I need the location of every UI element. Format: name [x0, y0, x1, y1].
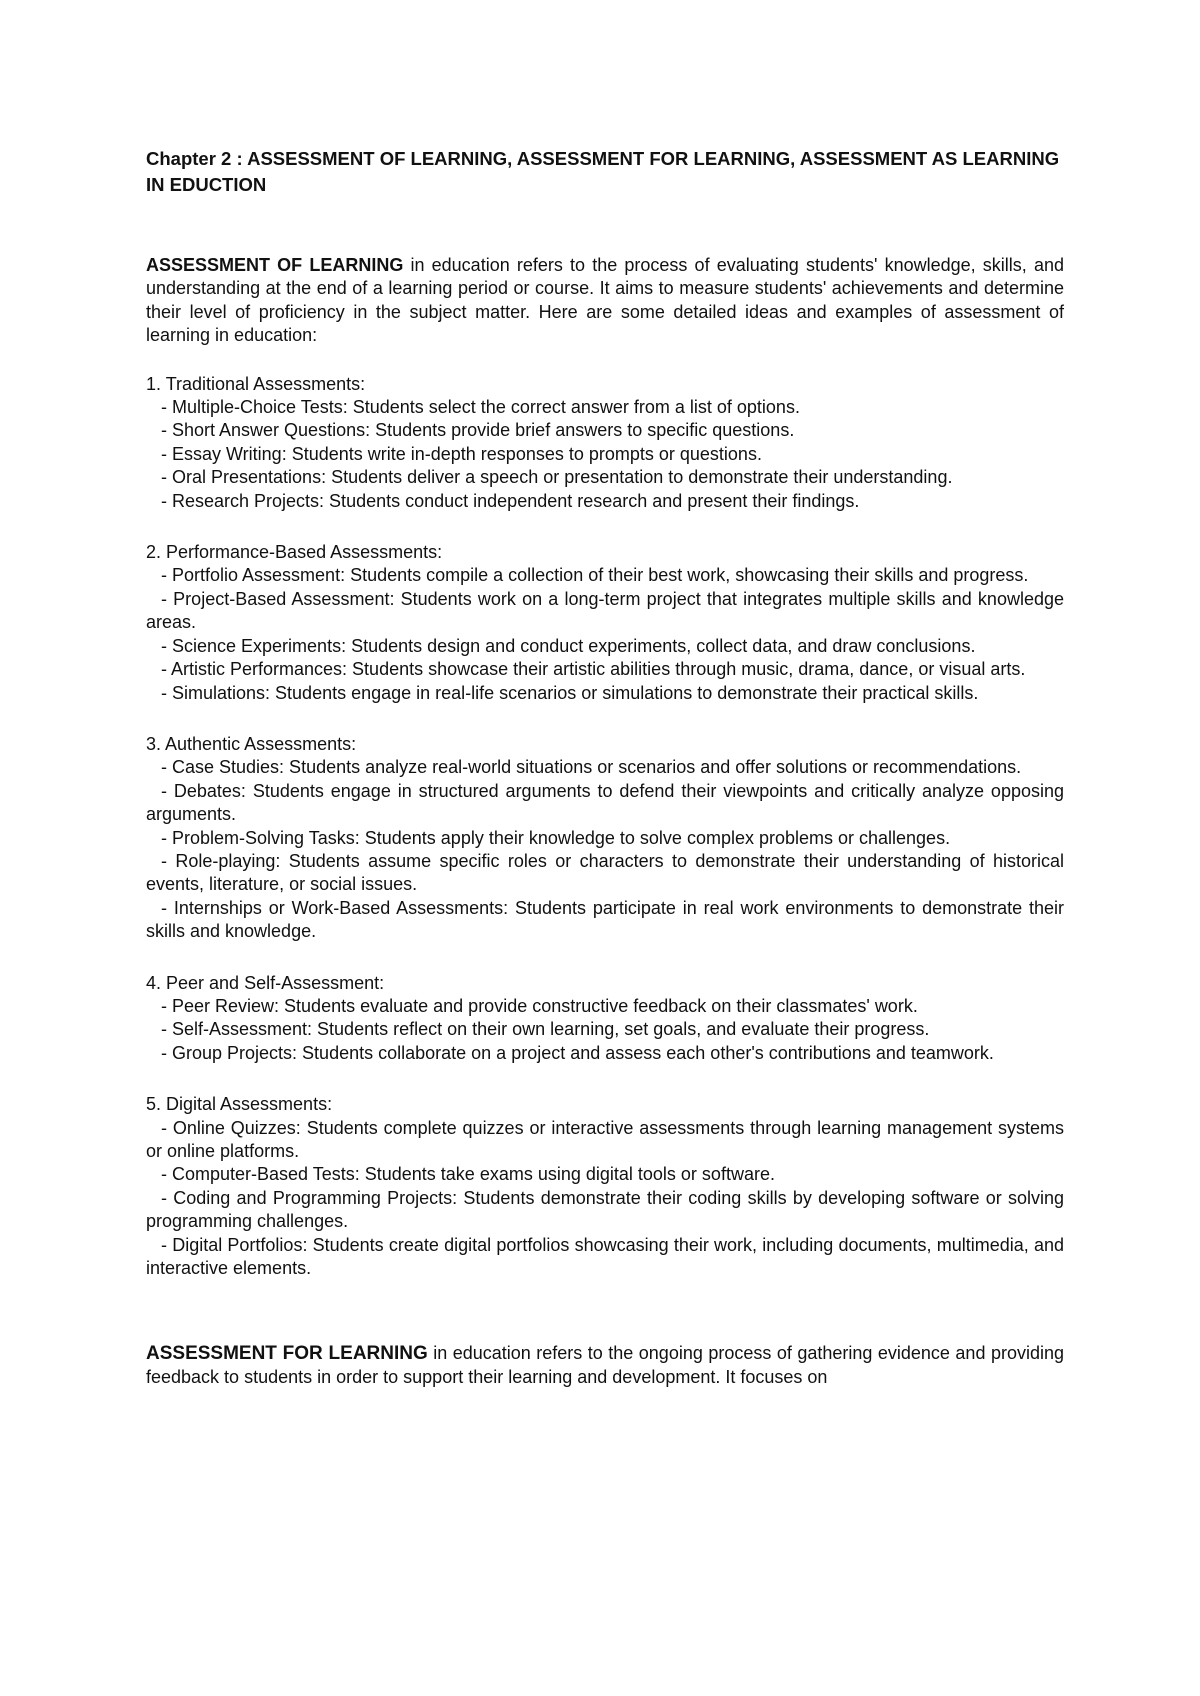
section-heading: 3. Authentic Assessments: — [146, 733, 357, 754]
section-heading: 2. Performance-Based Assessments: — [146, 542, 443, 563]
item-list — [146, 995, 1064, 1065]
list-item: - Oral Presentations: Students deliver a speech or presentation to demonstrate their understanding. — [161, 467, 953, 488]
section-heading: 5. Digital Assessments: — [146, 1094, 333, 1115]
list-item: - Internships or Work-Based Assessments: Students participate in real work environments to demonstrate their skills and knowledge. — [146, 897, 1064, 942]
list-item: - Debates: Students engage in structured arguments to defend their viewpoints and critically analyze opposing arguments. — [146, 780, 1064, 825]
list-item: - Research Projects: Students conduct independent research and present their findings. — [161, 490, 860, 511]
list-item: - Science Experiments: Students design and conduct experiments, collect data, and draw conclusions. — [161, 635, 976, 656]
section-authentic-assessments — [146, 733, 1064, 944]
list-item: - Essay Writing: Students write in-depth responses to prompts or questions. — [161, 443, 762, 464]
list-item: - Artistic Performances: Students showcase their artistic abilities through music, drama, dance, or visual arts. — [161, 659, 1026, 680]
intro-paragraph — [146, 254, 1064, 348]
list-item: - Multiple-Choice Tests: Students select the correct answer from a list of options. — [161, 397, 800, 418]
section-performance-based-assessments — [146, 541, 1064, 705]
afl-bold-term: ASSESSMENT FOR LEARNING — [146, 1343, 428, 1365]
list-item: - Digital Portfolios: Students create digital portfolios showcasing their work, including documents, multimedia, and interactive elements. — [146, 1234, 1064, 1279]
assessment-for-learning-paragraph — [146, 1342, 1064, 1389]
chapter-title: Chapter 2 : ASSESSMENT OF LEARNING, ASSESSMENT FOR LEARNING, ASSESSMENT AS LEARNING IN EDUCTION — [146, 148, 1060, 195]
list-item: - Problem-Solving Tasks: Students apply their knowledge to solve complex problems or challenges. — [161, 827, 951, 848]
list-item: - Online Quizzes: Students complete quizzes or interactive assessments through learning management systems or online platforms. — [146, 1117, 1064, 1161]
section-digital-assessments — [146, 1093, 1064, 1280]
list-item: - Role-playing: Students assume specific roles or characters to demonstrate their understanding of historical events, literature, or social issues. — [146, 850, 1064, 895]
section-heading: 4. Peer and Self-Assessment: — [146, 972, 385, 993]
list-item: - Project-Based Assessment: Students work on a long-term project that integrates multiple skills and knowledge areas. — [146, 588, 1064, 633]
section-traditional-assessments — [146, 373, 1064, 513]
section-peer-and-self-assessment — [146, 972, 1064, 1066]
list-item: - Case Studies: Students analyze real-world situations or scenarios and offer solutions or recommendations. — [161, 757, 1022, 778]
section-heading: 1. Traditional Assessments: — [146, 373, 366, 394]
item-list — [146, 564, 1064, 704]
intro-text: in education refers to the process of evaluating students' knowledge, skills, and understanding at the end of a learning period or course. It aims to measure students' achievements and determine their level of proficiency in the subject matter. Here are some detailed ideas and examples of assessment of learning in education: — [146, 255, 1064, 346]
list-item: - Simulations: Students engage in real-life scenarios or simulations to demonstrate their practical skills. — [161, 682, 979, 703]
list-item: - Short Answer Questions: Students provide brief answers to specific questions. — [161, 420, 795, 441]
list-item: - Portfolio Assessment: Students compile a collection of their best work, showcasing their skills and progress. — [161, 565, 1029, 586]
list-item: - Peer Review: Students evaluate and provide constructive feedback on their classmates' work. — [161, 995, 918, 1016]
document-body — [146, 146, 1064, 1407]
list-item: - Coding and Programming Projects: Students demonstrate their coding skills by developing software or solving programming challenges. — [146, 1187, 1064, 1232]
item-list — [146, 1117, 1064, 1281]
list-item: - Computer-Based Tests: Students take exams using digital tools or software. — [161, 1164, 775, 1185]
item-list — [146, 756, 1064, 943]
list-item: - Self-Assessment: Students reflect on their own learning, set goals, and evaluate their progress. — [161, 1019, 930, 1040]
afl-text: in education refers to the ongoing process of gathering evidence and providing feedback to students in order to support their learning and development. It focuses on — [146, 1343, 1064, 1387]
item-list — [146, 396, 1064, 513]
list-item: - Group Projects: Students collaborate on a project and assess each other's contributions and teamwork. — [161, 1042, 994, 1063]
intro-bold-term: ASSESSMENT OF LEARNING — [146, 255, 404, 275]
